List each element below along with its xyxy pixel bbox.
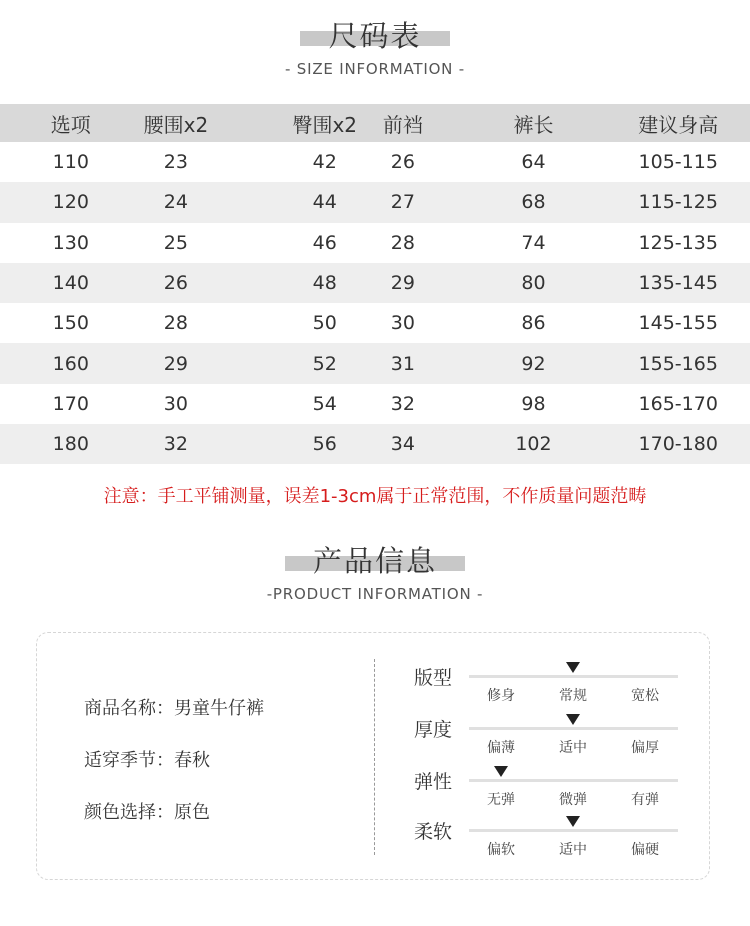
cell-waist: 24	[163, 191, 188, 214]
product-title-text: 产品信息	[312, 544, 437, 578]
cell-hip: 50	[312, 312, 337, 335]
size-subtitle: - SIZE INFORMATION -	[285, 60, 465, 78]
cell-hip: 46	[312, 231, 337, 254]
attribute-label: 弹性	[414, 771, 453, 793]
attribute-option: 适中	[559, 842, 587, 858]
cell-waist: 29	[163, 352, 188, 375]
cell-length: 92	[521, 352, 546, 375]
attribute-scale-track	[469, 829, 678, 832]
cell-waist: 25	[163, 231, 188, 254]
attribute-option: 宽松	[631, 688, 659, 704]
header-cell-height: 建议身高	[638, 112, 719, 137]
attribute-label: 柔软	[414, 821, 453, 843]
cell-hip: 42	[312, 151, 337, 174]
header-cell-hip: 臀围x2	[292, 112, 358, 137]
cell-length: 86	[521, 312, 546, 335]
cell-height: 165-170	[638, 392, 718, 415]
product-name: 商品名称：男童牛仔裤	[84, 698, 264, 719]
attribute-scale-track	[469, 727, 678, 730]
selected-marker-icon	[566, 714, 580, 725]
cell-hip: 48	[312, 272, 337, 295]
header-cell-length: 裤长	[513, 112, 554, 137]
cell-length: 74	[521, 231, 546, 254]
table-row	[0, 303, 750, 343]
cell-height: 125-135	[638, 231, 718, 254]
attribute-option: 偏软	[487, 842, 515, 858]
cell-front-rise: 26	[390, 151, 415, 174]
measurement-note: 注意：手工平铺测量，误差1-3cm属于正常范围，不作质量问题范畴	[103, 486, 647, 507]
attribute-option: 偏硬	[631, 842, 659, 858]
cell-option: 180	[52, 433, 89, 456]
cell-height: 115-125	[638, 191, 718, 214]
cell-waist: 26	[163, 272, 188, 295]
cell-option: 120	[52, 191, 89, 214]
product-season: 适穿季节：春秋	[84, 750, 210, 771]
cell-length: 102	[515, 433, 552, 456]
attribute-option: 偏薄	[487, 740, 515, 756]
table-row	[0, 142, 750, 182]
header-cell-front-rise: 前裆	[382, 112, 423, 137]
attribute-option: 微弹	[559, 792, 587, 808]
cell-height: 170-180	[638, 433, 718, 456]
cell-option: 150	[52, 312, 89, 335]
cell-front-rise: 34	[390, 433, 415, 456]
size-section-title	[0, 14, 750, 55]
attribute-scale-track	[469, 675, 678, 678]
cell-length: 98	[521, 392, 546, 415]
cell-waist: 23	[163, 151, 188, 174]
cell-waist: 30	[163, 392, 188, 415]
selected-marker-icon	[494, 766, 508, 777]
attribute-option: 适中	[559, 740, 587, 756]
attribute-option: 有弹	[631, 792, 659, 808]
product-color: 颜色选择：原色	[84, 802, 210, 823]
table-row	[0, 424, 750, 464]
table-row	[0, 223, 750, 263]
cell-option: 110	[52, 151, 89, 174]
attribute-scale-track	[469, 779, 678, 782]
attribute-label: 厚度	[414, 719, 453, 741]
cell-front-rise: 31	[390, 352, 415, 375]
cell-length: 64	[521, 151, 546, 174]
attribute-option: 常规	[559, 688, 587, 704]
cell-front-rise: 29	[390, 272, 415, 295]
table-row	[0, 343, 750, 383]
cell-height: 105-115	[638, 151, 718, 174]
cell-front-rise: 27	[390, 191, 415, 214]
product-subtitle: -PRODUCT INFORMATION -	[266, 585, 484, 603]
size-title-text: 尺码表	[328, 19, 422, 53]
cell-front-rise: 28	[390, 231, 415, 254]
table-row	[0, 384, 750, 424]
header-cell-option: 选项	[50, 112, 91, 137]
cell-waist: 28	[163, 312, 188, 335]
selected-marker-icon	[566, 662, 580, 673]
attribute-option: 修身	[487, 688, 515, 704]
cell-length: 80	[521, 272, 546, 295]
cell-height: 135-145	[638, 272, 718, 295]
size-table	[0, 104, 750, 464]
size-table-header	[0, 104, 750, 142]
cell-height: 155-165	[638, 352, 718, 375]
cell-waist: 32	[163, 433, 188, 456]
cell-front-rise: 32	[390, 392, 415, 415]
cell-option: 140	[52, 272, 89, 295]
cell-option: 170	[52, 392, 89, 415]
table-row	[0, 182, 750, 222]
cell-hip: 54	[312, 392, 337, 415]
cell-front-rise: 30	[390, 312, 415, 335]
attribute-option: 偏厚	[631, 740, 659, 756]
cell-option: 160	[52, 352, 89, 375]
selected-marker-icon	[566, 816, 580, 827]
card-divider	[374, 659, 375, 855]
cell-height: 145-155	[638, 312, 718, 335]
attribute-label: 版型	[414, 667, 453, 689]
cell-hip: 56	[312, 433, 337, 456]
cell-length: 68	[521, 191, 546, 214]
cell-option: 130	[52, 231, 89, 254]
attribute-option: 无弹	[487, 792, 515, 808]
product-section-title	[0, 539, 750, 580]
cell-hip: 44	[312, 191, 337, 214]
product-info-card	[36, 632, 710, 880]
table-row	[0, 263, 750, 303]
header-cell-waist: 腰围x2	[143, 112, 209, 137]
cell-hip: 52	[312, 352, 337, 375]
